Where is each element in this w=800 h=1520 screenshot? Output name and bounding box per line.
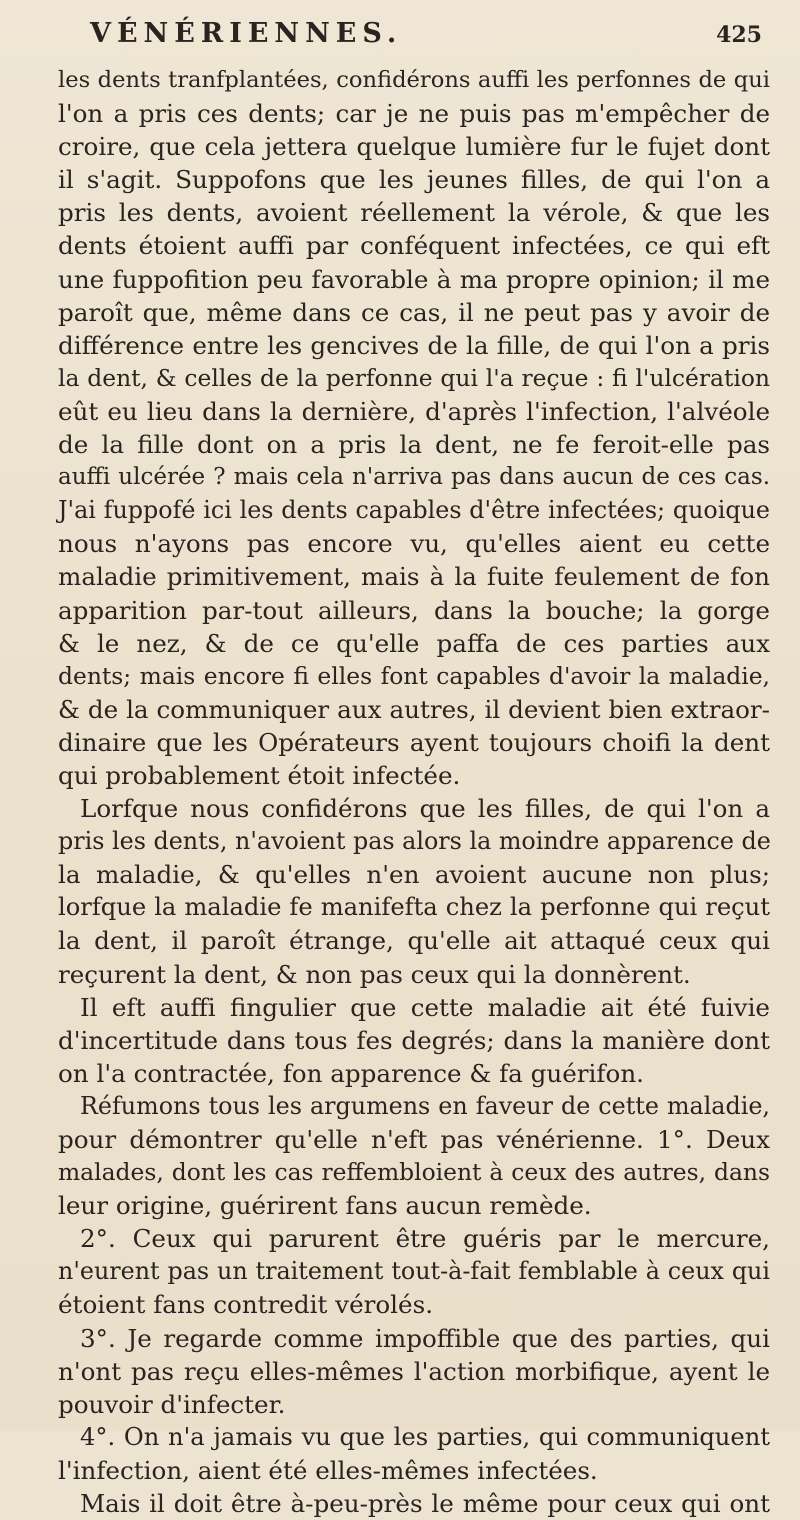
text-line: auffi ulcérée ? mais cela n'arriva pas dans aucun de ces cas. (58, 464, 770, 491)
text-line: Lorfque nous confidérons que les filles, de qui l'on a (80, 794, 770, 824)
text-line: apparition par-tout ailleurs, dans la bouche; la gorge (58, 595, 770, 625)
text-line: eût eu lieu dans la dernière, d'après l'infection, l'alvéole (58, 396, 770, 426)
text-line: l'infection, aient été elles-mêmes infectées. (58, 1455, 598, 1485)
text-line: Réfumons tous les argumens en faveur de cette maladie, (80, 1091, 770, 1120)
text-line: dents étoient auffi par conféquent infectées, ce qui eft (58, 231, 770, 261)
text-line: paroît que, même dans ce cas, il ne peut pas y avoir de (58, 297, 770, 327)
text-line: reçurent la dent, & non pas ceux qui la donnèrent. (58, 959, 691, 989)
text-line: la dent, il paroît étrange, qu'elle ait attaqué ceux qui (58, 926, 770, 956)
text-line: la maladie, & qu'elles n'en avoient aucune non plus; (58, 860, 770, 890)
text-line: 4°. On n'a jamais vu que les parties, qui communiquent (80, 1422, 770, 1451)
text-line: pris les dents, n'avoient pas alors la moindre apparence de (58, 827, 771, 856)
running-title: VÉNÉRIENNES. (90, 18, 403, 49)
text-line: de la fille dont on a pris la dent, ne fe feroit-elle pas (58, 430, 770, 460)
text-line: dents; mais encore fi elles font capables d'avoir la maladie, (58, 661, 770, 690)
text-line: lorfque la maladie fe manifefta chez la perfonne qui reçut (58, 893, 770, 922)
text-line: la dent, & celles de la perfonne qui l'a reçue : fi l'ulcération (58, 363, 770, 392)
text-line: n'eurent pas un traitement tout-à-fait femblable à ceux qui (58, 1257, 770, 1286)
text-line: d'incertitude dans tous fes degrés; dans la manière dont (58, 1025, 770, 1055)
text-line: on l'a contractée, fon apparence & fa guérifon. (58, 1058, 644, 1088)
text-line: différence entre les gencives de la fille, de qui l'on a pris (58, 330, 770, 360)
text-line: J'ai fuppofé ici les dents capables d'être infectées; quoique (58, 496, 770, 525)
text-line: dinaire que les Opérateurs ayent toujours choifi la dent (58, 727, 770, 757)
text-line: pouvoir d'infecter. (58, 1389, 286, 1419)
text-body (58, 64, 770, 1520)
text-line: pris les dents, avoient réellement la vérole, & que les (58, 198, 770, 228)
page-number: 425 (716, 22, 762, 48)
text-line: nous n'ayons pas encore vu, qu'elles aient eu cette (58, 529, 770, 559)
running-head (90, 18, 762, 62)
text-line: malades, dont les cas reffembloient à ceux des autres, dans (58, 1158, 770, 1187)
text-line: l'on a pris ces dents; car je ne puis pas m'empêcher de (58, 99, 770, 129)
text-line: Il eft auffi fingulier que cette maladie ait été fuivie (80, 992, 770, 1022)
text-line: 2°. Ceux qui parurent être guéris par le mercure, (80, 1224, 770, 1254)
text-line: il s'agit. Suppofons que les jeunes filles, de qui l'on a (58, 165, 770, 195)
text-line: Mais il doit être à-peu-près le même pour ceux qui ont (80, 1489, 770, 1519)
text-line: maladie primitivement, mais à la fuite feulement de fon (58, 562, 770, 592)
text-line: 3°. Je regarde comme impoffible que des parties, qui (80, 1323, 770, 1353)
text-line: leur origine, guérirent fans aucun remède. (58, 1191, 592, 1221)
text-line: les dents tranfplantées, confidérons auffi les perfonnes de qui (58, 67, 770, 93)
text-line: étoient fans contredit vérolés. (58, 1290, 434, 1320)
text-line: n'ont pas reçu elles-mêmes l'action morbifique, ayent le (58, 1356, 770, 1386)
text-line: & le nez, & de ce qu'elle paffa de ces parties aux (58, 628, 770, 658)
text-line: qui probablement étoit infectée. (58, 760, 461, 790)
text-line: croire, que cela jettera quelque lumière fur le fujet dont (58, 132, 770, 162)
text-line: pour démontrer qu'elle n'eft pas vénérienne. 1°. Deux (58, 1125, 770, 1154)
text-line: & de la communiquer aux autres, il devient bien extraor- (58, 694, 770, 724)
text-line: une fuppofition peu favorable à ma propre opinion; il me (58, 264, 770, 294)
